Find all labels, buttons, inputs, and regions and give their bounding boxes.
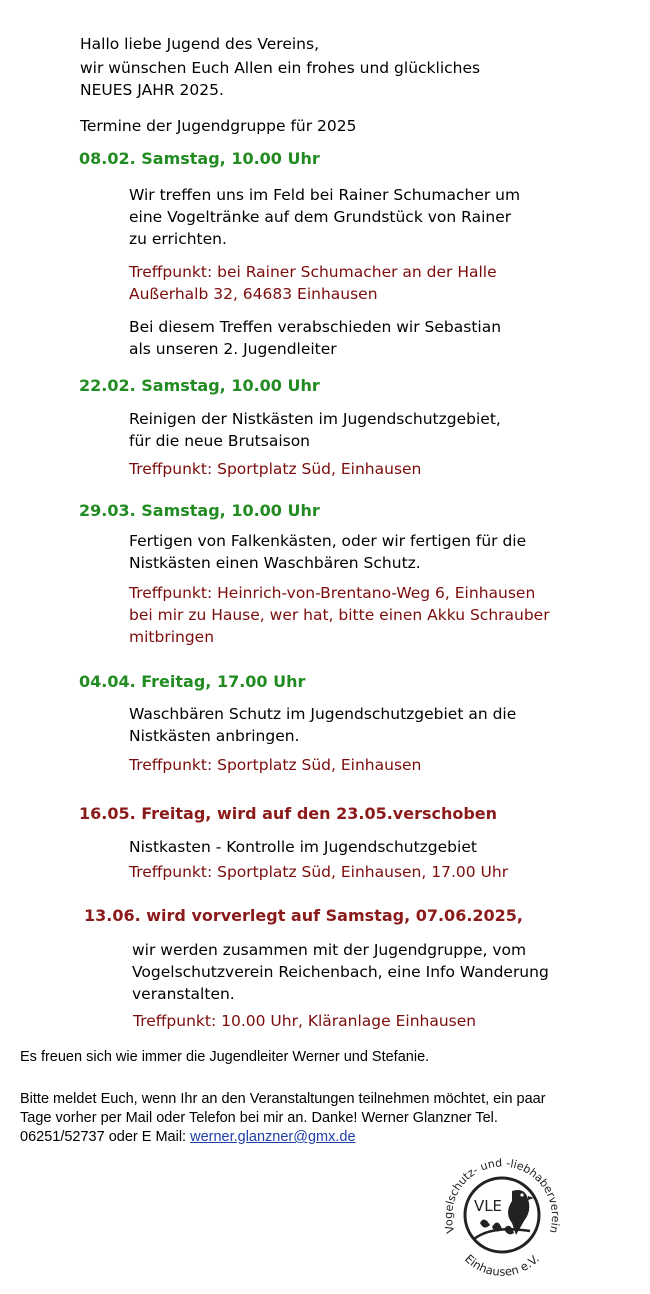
event-1-desc-1: Wir treffen uns im Feld bei Rainer Schumacher um bbox=[129, 186, 521, 204]
event-1-extra-2: als unseren 2. Jugendleiter bbox=[129, 340, 337, 358]
event-2-date: 22.02. Samstag, 10.00 Uhr bbox=[79, 376, 320, 395]
greeting-line-2: wir wünschen Euch Allen ein frohes und glückliches bbox=[80, 59, 481, 77]
logo-bottom-text: Einhausen e.V. bbox=[462, 1251, 542, 1279]
event-6-date: 13.06. wird vorverlegt auf Samstag, 07.06.2025, bbox=[84, 906, 524, 925]
event-2-desc-2: für die neue Brutsaison bbox=[129, 432, 311, 450]
event-4-date: 04.04. Freitag, 17.00 Uhr bbox=[79, 672, 306, 691]
event-2-desc-1: Reinigen der Nistkästen im Jugendschutzgebiet, bbox=[129, 410, 501, 428]
event-1-meet-2: Außerhalb 32, 64683 Einhausen bbox=[129, 285, 378, 303]
note-line-1: Bitte meldet Euch, wenn Ihr an den Veranstaltungen teilnehmen möchtet, ein paar bbox=[20, 1091, 546, 1107]
event-6-desc-1: wir werden zusammen mit der Jugendgruppe, vom bbox=[132, 941, 527, 959]
event-3-date: 29.03. Samstag, 10.00 Uhr bbox=[79, 501, 320, 520]
event-6-desc-3: veranstalten. bbox=[132, 985, 235, 1003]
event-5-date: 16.05. Freitag, wird auf den 23.05.verschoben bbox=[79, 804, 498, 823]
event-4-desc-2: Nistkästen anbringen. bbox=[129, 727, 300, 745]
event-5-desc-1: Nistkasten - Kontrolle im Jugendschutzgebiet bbox=[129, 838, 477, 856]
event-3-meet-1: Treffpunkt: Heinrich-von-Brentano-Weg 6, Einhausen bbox=[129, 584, 536, 602]
event-3-desc-2: Nistkästen einen Waschbären Schutz. bbox=[129, 554, 421, 572]
email-link[interactable]: werner.glanzner@gmx.de bbox=[190, 1129, 356, 1145]
event-1-meet-1: Treffpunkt: bei Rainer Schumacher an der Halle bbox=[129, 263, 497, 281]
event-6-meet-1: Treffpunkt: 10.00 Uhr, Kläranlage Einhausen bbox=[133, 1012, 477, 1030]
event-2-meet-1: Treffpunkt: Sportplatz Süd, Einhausen bbox=[129, 460, 422, 478]
note-line-3 bbox=[20, 1128, 356, 1147]
event-4-desc-1: Waschbären Schutz im Jugendschutzgebiet an die bbox=[129, 705, 517, 723]
greeting-line-1: Hallo liebe Jugend des Vereins, bbox=[80, 35, 320, 53]
event-1-desc-3: zu errichten. bbox=[129, 230, 227, 248]
logo-monogram: VLE bbox=[473, 1197, 503, 1215]
event-3-desc-1: Fertigen von Falkenkästen, oder wir fertigen für die bbox=[129, 532, 527, 550]
event-6-desc-2: Vogelschutzverein Reichenbach, eine Info Wanderung bbox=[132, 963, 549, 981]
event-3-meet-2: bei mir zu Hause, wer hat, bitte einen Akku Schrauber bbox=[129, 606, 550, 624]
event-1-desc-2: eine Vogeltränke auf dem Grundstück von Rainer bbox=[129, 208, 512, 226]
event-1-date: 08.02. Samstag, 10.00 Uhr bbox=[79, 149, 320, 168]
club-logo bbox=[432, 1145, 572, 1285]
logo-arc-text: Vogelschutz- und -liebhaberverein bbox=[441, 1156, 563, 1235]
event-3-meet-3: mitbringen bbox=[129, 628, 215, 646]
note-line-3-text: 06251/52737 oder E Mail: bbox=[20, 1129, 191, 1145]
logo-ring bbox=[465, 1178, 539, 1252]
schedule-heading: Termine der Jugendgruppe für 2025 bbox=[80, 117, 357, 135]
event-1-extra-1: Bei diesem Treffen verabschieden wir Sebastian bbox=[129, 318, 502, 336]
event-5-meet-1: Treffpunkt: Sportplatz Süd, Einhausen, 17.00 Uhr bbox=[129, 863, 509, 881]
event-4-meet-1: Treffpunkt: Sportplatz Süd, Einhausen bbox=[129, 756, 422, 774]
closing-text: Es freuen sich wie immer die Jugendleiter Werner und Stefanie. bbox=[20, 1049, 430, 1065]
greeting-line-3: NEUES JAHR 2025. bbox=[80, 81, 224, 99]
note-line-2: Tage vorher per Mail oder Telefon bei mir an. Danke! Werner Glanzner Tel. bbox=[20, 1110, 498, 1126]
